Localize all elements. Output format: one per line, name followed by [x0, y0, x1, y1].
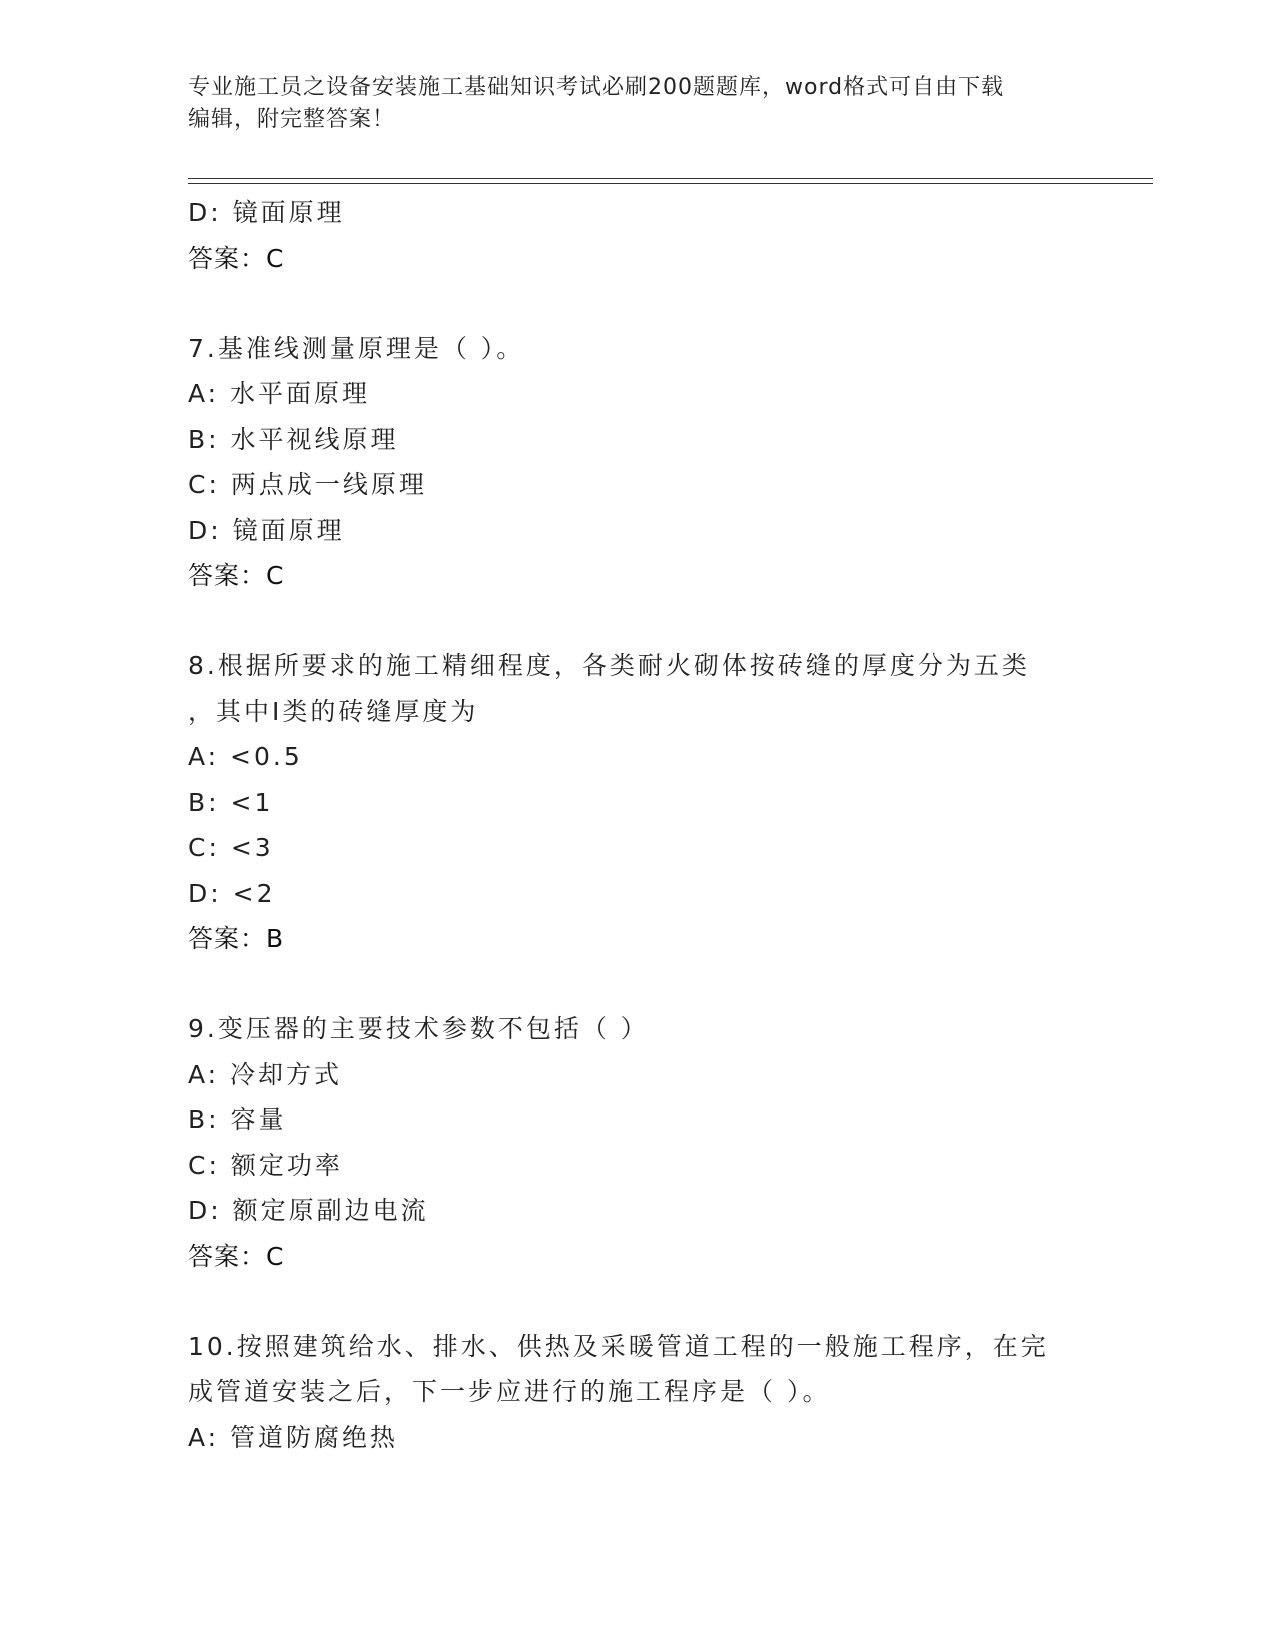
header-divider-bottom — [188, 183, 1153, 184]
option-d: D: 镜面原理 — [188, 515, 345, 545]
question-stem-continued: 成管道安装之后，下一步应进行的施工程序是（ ）。 — [188, 1377, 831, 1406]
document-body — [188, 190, 1088, 1460]
header-line-2: 编辑，附完整答案！ — [188, 107, 396, 132]
question-8 — [188, 643, 1088, 962]
option-c: C: <3 — [188, 833, 274, 862]
option-a: A: 管道防腐绝热 — [188, 1422, 399, 1452]
option-d: D: <2 — [188, 878, 276, 908]
option-a: A: 冷却方式 — [188, 1059, 343, 1089]
option-a: A: <0.5 — [188, 742, 303, 771]
spacer — [188, 1280, 1088, 1324]
spacer — [188, 962, 1088, 1006]
page-header — [188, 72, 1088, 136]
option-d: D: 额定原副边电流 — [188, 1196, 429, 1225]
question-6-continuation — [188, 190, 1088, 282]
question-9 — [188, 1006, 1088, 1280]
header-line-1: 专业施工员之设备安装施工基础知识考试必刷200题题库，word格式可自由下载 — [188, 75, 1005, 100]
spacer — [188, 282, 1088, 326]
question-stem-continued: ，其中I类的砖缝厚度为 — [188, 696, 479, 726]
question-stem: 10.按照建筑给水、排水、供热及采暖管道工程的一般施工程序，在完 — [188, 1331, 1049, 1361]
header-divider-top — [188, 178, 1153, 179]
answer-line: 答案：C — [188, 243, 285, 273]
question-stem: 9.变压器的主要技术参数不包括（ ） — [188, 1014, 649, 1043]
question-10 — [188, 1324, 1088, 1461]
option-b: B: 水平视线原理 — [188, 424, 399, 454]
question-stem: 8.根据所要求的施工精细程度，各类耐火砌体按砖缝的厚度分为五类 — [188, 651, 1030, 680]
question-stem: 7.基准线测量原理是（ ）。 — [188, 333, 525, 363]
answer-line: 答案：B — [188, 924, 285, 953]
answer-line: 答案：C — [188, 1241, 285, 1271]
option-b: B: 容量 — [188, 1105, 287, 1134]
option-d: D: 镜面原理 — [188, 198, 345, 227]
option-b: B: <1 — [188, 787, 274, 817]
option-c: C: 两点成一线原理 — [188, 470, 427, 499]
question-7 — [188, 326, 1088, 600]
spacer — [188, 599, 1088, 643]
option-a: A: 水平面原理 — [188, 379, 371, 408]
option-c: C: 额定功率 — [188, 1150, 343, 1180]
answer-line: 答案：C — [188, 561, 285, 590]
